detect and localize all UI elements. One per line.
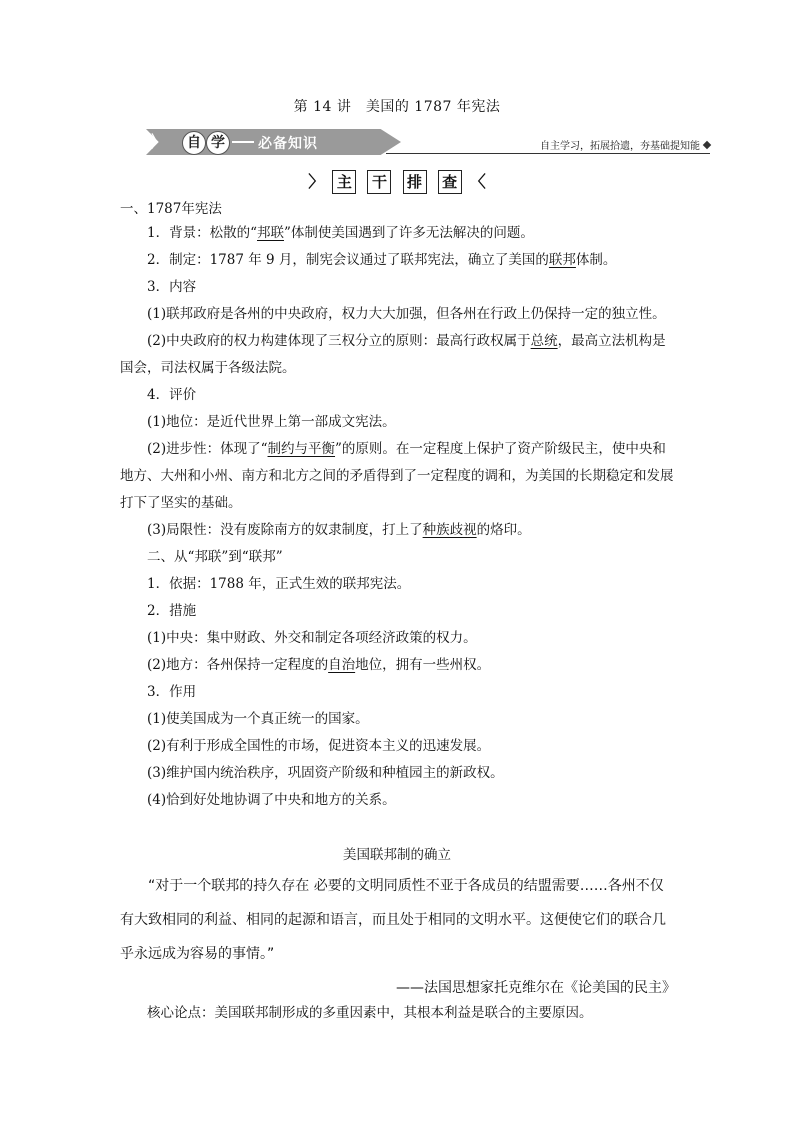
source-title: 美国联邦制的确立: [343, 847, 451, 863]
heading-left-deco-icon: 〉: [308, 172, 325, 191]
heading-char: 干: [367, 170, 391, 194]
banner-dash: [232, 141, 254, 143]
line-effects-head: 3．作用: [147, 684, 197, 700]
section-banner: [146, 129, 710, 155]
banner-char-1: 自: [182, 131, 206, 155]
banner-right-text: 自主学习，拓展拾遗，夯基础提知能: [540, 141, 700, 152]
line-evaluation-2: (2)进步性：体现了“制约与平衡”的原则。在一定程度上保护了资产阶级民主，使中央和地方、大州和小州、南方和北方之间的矛盾得到了一定程度的调和，为美国的长期稳定和发展打下了坚实的基础。: [120, 441, 674, 511]
line-enactment: 2．制定：1787 年 9 月，制宪会议通过了联邦宪法，确立了美国的联邦体制。: [147, 252, 617, 268]
line-measures-head: 2．措施: [147, 603, 197, 619]
line-content-head: 3．内容: [147, 279, 197, 295]
page-title: 第 14 讲 美国的 1787 年宪法: [293, 99, 501, 115]
banner-char-2: 学: [206, 131, 230, 155]
section-heading: [0, 169, 794, 194]
line-evaluation-3: (3)局限性：没有废除南方的奴隶制度，打上了种族歧视的烙印。: [147, 522, 531, 538]
source-attribution: ——法国思想家托克维尔在《论美国的民主》: [396, 980, 676, 996]
line-effects-2: (2)有利于形成全国性的市场，促进资本主义的迅速发展。: [147, 738, 491, 754]
line-measures-1: (1)中央：集中财政、外交和制定各项经济政策的权力。: [147, 630, 477, 646]
line-background: 1．背景：松散的“邦联”体制使美国遇到了许多无法解决的问题。: [147, 225, 534, 241]
banner-label: 必备知识: [258, 136, 318, 152]
heading-2: 二、从“邦联”到“联邦”: [147, 549, 283, 565]
core-argument: 核心论点：美国联邦制形成的多重因素中，其根本利益是联合的主要原因。: [147, 1005, 593, 1021]
line-effects-3: (3)维护国内统治秩序，巩固资产阶级和种植园主的新政权。: [147, 765, 504, 781]
line-effects-1: (1)使美国成为一个真正统一的国家。: [147, 711, 369, 727]
diamond-icon: [703, 141, 711, 149]
source-quote: “对于一个联邦的持久存在 必要的文明同质性不亚于各成员的结盟需要……各州不仅有大致相同的利益、相同的起源和语言，而且处于相同的文明水平。这便使它们的联合几乎永远成为容易的事情。”: [120, 878, 666, 962]
chevron-icon: 》: [149, 132, 166, 151]
line-content-1: (1)联邦政府是各州的中央政府，权力大大加强，但各州在行政上仍保持一定的独立性。: [147, 306, 666, 322]
heading-1: 一、1787年宪法: [120, 201, 222, 217]
line-basis: 1．依据：1788 年，正式生效的联邦宪法。: [147, 576, 411, 592]
heading-char: 主: [332, 170, 356, 194]
heading-char: 查: [438, 170, 462, 194]
line-evaluation-1: (1)地位：是近代世界上第一部成文宪法。: [147, 414, 396, 430]
line-evaluation-head: 4．评价: [147, 387, 197, 403]
heading-char: 排: [403, 170, 427, 194]
line-content-2: (2)中央政府的权力构建体现了三权分立的原则：最高行政权属于总统，最高立法机构是国会，司法权属于各级法院。: [120, 333, 666, 376]
heading-right-deco-icon: 〈: [469, 172, 486, 191]
banner-rule: [386, 153, 710, 154]
line-effects-4: (4)恰到好处地协调了中央和地方的关系。: [147, 792, 396, 808]
line-measures-2: (2)地方：各州保持一定程度的自治地位，拥有一些州权。: [147, 657, 491, 673]
